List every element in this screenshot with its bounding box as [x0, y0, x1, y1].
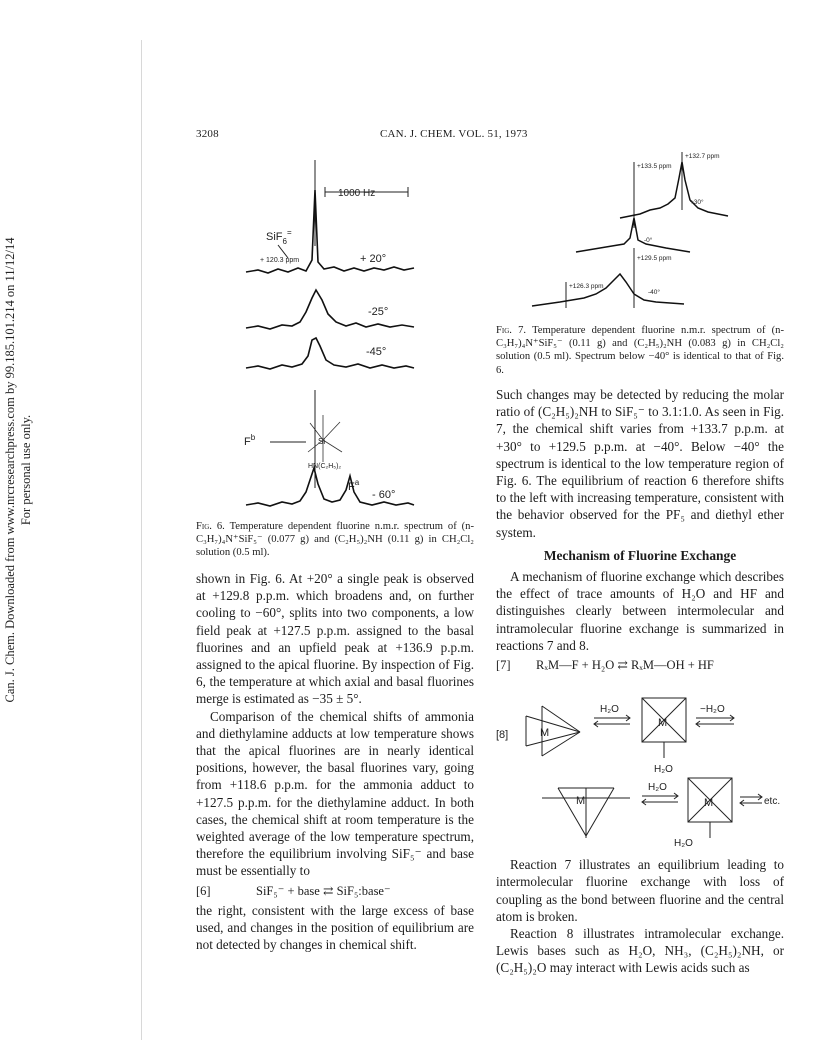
fig6-fb-label: $F^b$ — [244, 433, 256, 448]
scheme-h2o-sub-1: H₂O — [654, 764, 673, 776]
fig6-temp-45: -45° — [366, 346, 387, 358]
fig7-caption-label: Fig. 7. — [496, 325, 527, 336]
right-paragraph-3: Reaction 7 illustrates an equilibrium leading to intermolecular fluorine exchange with loss of coupling as the bond between fluorine and the central atom is broken. — [496, 857, 784, 924]
reaction-8-scheme — [496, 676, 784, 852]
equation-6 — [196, 880, 474, 902]
fig6-trace-45 — [246, 338, 414, 369]
fig6-temp-60: - 60° — [372, 489, 396, 501]
fig6-caption-label: Fig. 6. — [196, 521, 225, 532]
fig7-trace-30 — [620, 162, 728, 218]
fig7-trace-40 — [532, 274, 684, 306]
figure-7-caption — [496, 324, 784, 377]
download-notice-line1: Can. J. Chem. Downloaded from www.nrcresearchpress.com by 99.185.101.214 on 11/12/14 — [3, 237, 17, 703]
fig7-label-1335: +133.5 ppm — [637, 163, 672, 170]
fig7-label-30: +30° — [690, 199, 704, 206]
scheme-m-1: M — [540, 727, 550, 740]
fig6-struct-amine: HN(C₂H₅)₂ — [308, 463, 342, 470]
scheme-h2o-2: H₂O — [648, 782, 667, 794]
fig6-fa-label: $F^a$ — [348, 478, 360, 493]
fig6-trace-25 — [246, 290, 414, 329]
left-column — [196, 570, 474, 953]
equation-7-text: RₓM—F + H₂O ⇄ RₓM—OH + HF — [536, 658, 714, 673]
page-number: 3208 — [196, 128, 219, 140]
right-column — [496, 386, 784, 977]
scheme-h2o-sub-2: H₂O — [674, 838, 693, 850]
fig7-label-40: -40° — [648, 289, 660, 296]
equation-8-number: [8] — [496, 729, 509, 742]
equation-6-text: SiF₅⁻ + base ⇄ SiF₅:base⁻ — [256, 883, 391, 898]
download-notice — [2, 150, 36, 790]
fig7-label-1327: +132.7 ppm — [685, 153, 720, 160]
svg-text:Si: Si — [318, 437, 326, 446]
scheme-m-2: M — [658, 717, 668, 730]
fig6-temp-25: -25° — [368, 306, 389, 318]
figure-6-caption — [196, 520, 474, 560]
scheme-h2o-1: H₂O — [600, 704, 619, 716]
figure-6-spectra — [188, 150, 486, 512]
scheme-etc: etc. — [764, 796, 781, 808]
fig6-ppm-label: + 120.3 ppm — [260, 257, 300, 264]
fig7-trace-0 — [576, 218, 690, 252]
fig7-label-0: -0° — [644, 237, 653, 244]
fig7-caption-text: Temperature dependent fluorine n.m.r. spectrum of (n-C₃H₇)₄N⁺SiF₅⁻ (0.11 g) and (C₂H₅)₂NH (0.083 g) in CH₂Cl₂ solution (0.5 ml). Spectrum below −40° is identical to that of Fig. 6. — [496, 325, 785, 376]
right-paragraph-2: A mechanism of fluorine exchange which describes the effect of trace amounts of H₂O and HF and distinguishes clearly between intermolecular and intramolecular fluorine exchange is summarized in reactions 7 and 8. — [496, 569, 784, 653]
fig6-sif-label: SiF$_6$= — [266, 228, 292, 246]
equation-7-number: [7] — [496, 658, 511, 673]
running-head: CAN. J. CHEM. VOL. 51, 1973 — [380, 128, 528, 140]
scheme-m-4: M — [704, 797, 714, 810]
fig6-temp-20: + 20° — [360, 253, 387, 265]
figure-7-spectra — [520, 148, 730, 316]
fig6-scale-label: 1000 Hz — [338, 188, 376, 199]
fig6-caption-text: Temperature dependent fluorine n.m.r. spectrum of (n-C₃H₇)₄N⁺SiF₅⁻ (0.077 g) and (C₂H₅)₂NH (0.11 g) in CH₂Cl₂ solution (0.5 ml). — [196, 521, 475, 559]
equation-7 — [496, 654, 784, 676]
left-paragraph-2: Comparison of the chemical shifts of ammonia and diethylamine adducts at low temperature shows that the apical fluorines are in nearly identical positions, however, the basal fluorines vary, going from +118.6 p.p.m. for the ammonia adduct to +127.5 p.p.m. for the diethylamine adduct. In both cases, the chemical shift at room temperature is the weighted average of the low temperature spectrum, therefore the equilibrium involving SiF₅⁻ and base must be essentially to — [196, 708, 474, 879]
margin-rule — [141, 40, 142, 1040]
left-paragraph-3: the right, consistent with the large excess of base used, and changes in the position of equilibrium are not detected by changes in chemical shift. — [196, 902, 474, 953]
left-paragraph-1: shown in Fig. 6. At +20° a single peak is observed at +129.8 p.p.m. which broadens and, on further cooling to −60°, splits into two components, a low field peak at +127.5 p.p.m. assigned to the basal fluorines and an upfield peak at +136.9 p.p.m. assigned to the apical fluorine. By inspection of Fig. 6, the temperature at which axial and basal fluorines merge is estimated as −35 ± 5°. — [196, 571, 474, 707]
scheme-minus-h2o: −H₂O — [700, 704, 725, 716]
fig7-label-1263: +126.3 ppm — [569, 283, 604, 290]
section-heading: Mechanism of Fluorine Exchange — [543, 547, 737, 563]
download-notice-line2: For personal use only. — [19, 414, 33, 526]
scheme-m-3: M — [576, 795, 586, 808]
right-paragraph-4: Reaction 8 illustrates intramolecular exchange. Lewis bases such as H₂O, NH₃, (C₂H₅)₂NH, or (C₂H₅)₂O may interact with Lewis acids such as — [496, 926, 784, 976]
right-paragraph-1: Such changes may be detected by reducing the molar ratio of (C₂H₅)₂NH to SiF₅⁻ to 3.1:1.0. As seen in Fig. 7, the chemical shift varies from +133.7 p.p.m. at +30° to +129.5 p.p.m. at −40°. Below −40° the spectrum is identical to the low temperature region of Fig. 6. The equilibrium of reaction 6 therefore shifts to the left with increasing temperature, consistent with the behavior observed for the PF₅ and diethyl ether system. — [496, 387, 784, 540]
fig7-label-1295: +129.5 ppm — [637, 255, 672, 262]
equation-6-number: [6] — [196, 883, 211, 898]
